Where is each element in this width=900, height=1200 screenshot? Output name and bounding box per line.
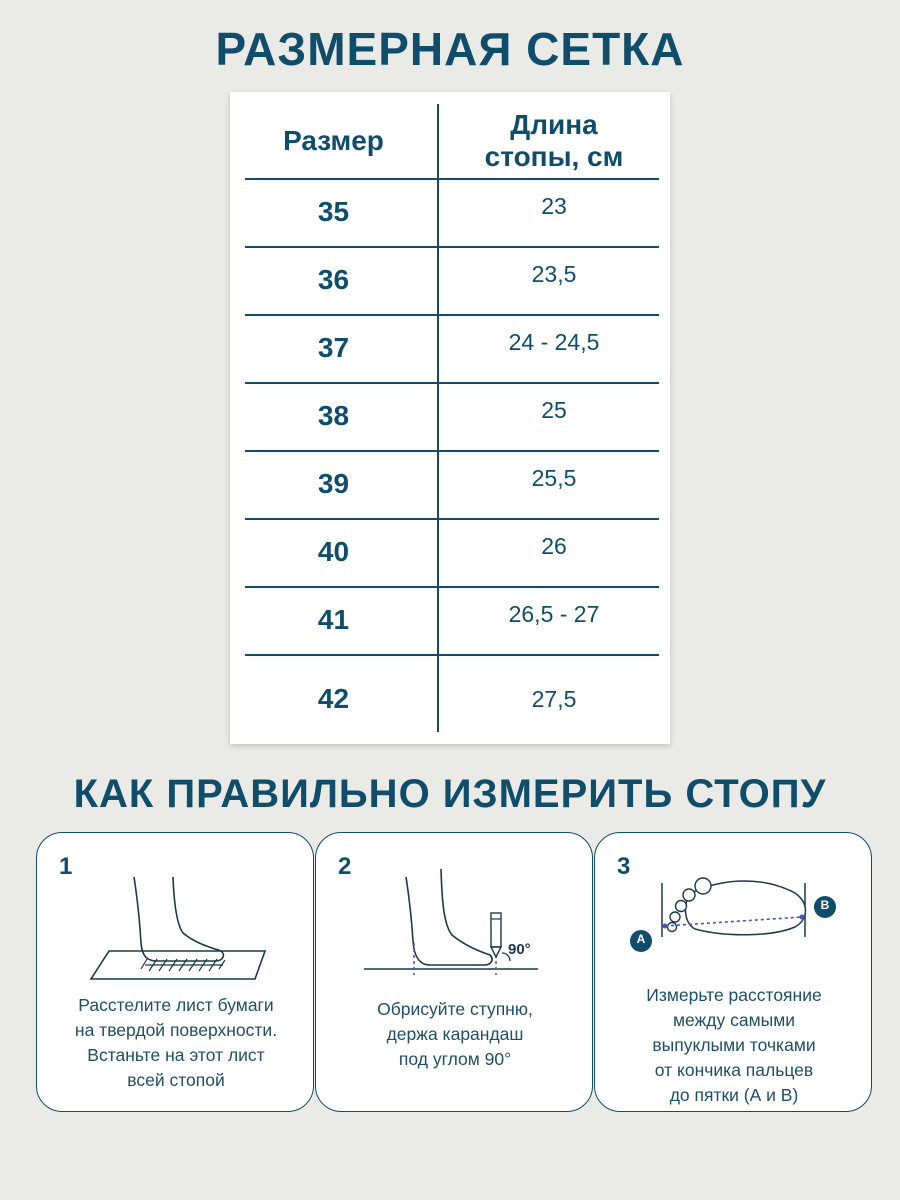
foot-on-paper-icon <box>37 833 315 983</box>
step-description: Обрисуйте ступню, держа карандаш под углом 90° <box>377 999 533 1069</box>
table-row-length: 26 <box>541 532 567 559</box>
header-length-line2: стопы, см <box>484 141 624 172</box>
table-row-size: 38 <box>317 400 350 431</box>
table-row-length: 23,5 <box>531 260 577 287</box>
header-size: Размер <box>283 125 384 156</box>
table-row-size: 40 <box>317 536 350 567</box>
howto-title: КАК ПРАВИЛЬНО ИЗМЕРИТЬ СТОПУ <box>73 772 827 816</box>
table-row-size: 35 <box>317 196 350 227</box>
table-row-length: 24 - 24,5 <box>508 328 600 355</box>
pencil-trace-icon <box>316 833 594 983</box>
point-a-label: A <box>636 932 646 946</box>
table-row-size: 37 <box>317 332 350 363</box>
table-row-length: 23 <box>541 192 567 219</box>
table-row-size: 39 <box>317 468 350 499</box>
table-row-size: 42 <box>317 683 350 714</box>
table-row-length: 26,5 - 27 <box>508 600 600 627</box>
table-row-size: 41 <box>317 604 350 635</box>
header-length <box>438 104 670 178</box>
page-title: РАЗМЕРНАЯ СЕТКА <box>215 23 685 75</box>
step-number: 1 <box>59 853 73 880</box>
angle-label: 90° <box>508 941 531 958</box>
point-b-label: B <box>820 898 830 912</box>
table-row-length: 25 <box>541 396 567 423</box>
header-length-line1: Длина <box>510 109 598 140</box>
size-table <box>230 92 670 744</box>
table-row-size: 36 <box>317 264 350 295</box>
step-number: 2 <box>338 853 352 880</box>
step-panel-3 <box>594 832 872 1112</box>
step-number: 3 <box>617 853 631 880</box>
table-row-length: 25,5 <box>531 464 577 491</box>
table-row-length: 27,5 <box>531 685 577 712</box>
step-panel-1 <box>36 832 314 1112</box>
step-description: Измерьте расстояние между самыми выпуклыми точками от кончика пальцев до пятки (А и В) <box>646 985 822 1105</box>
step-panel-2 <box>315 832 593 1112</box>
step-description: Расстелите лист бумаги на твердой поверхности. Встаньте на этот лист всей стопой <box>74 995 278 1090</box>
